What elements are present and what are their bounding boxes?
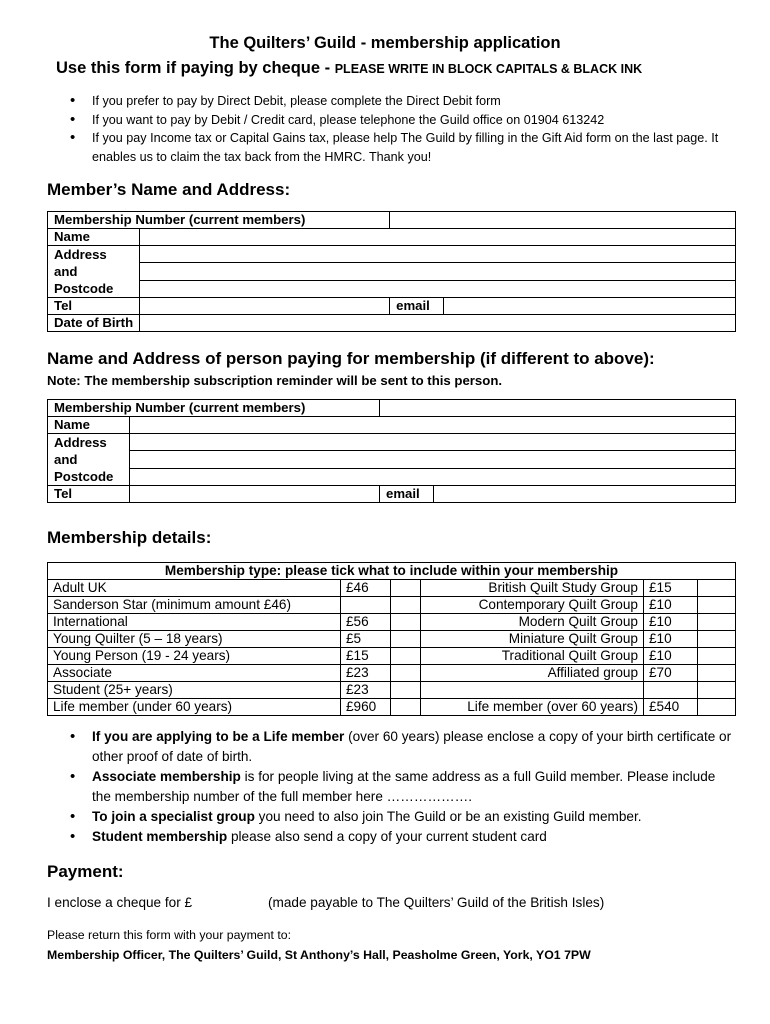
payer-note: Note: The membership subscription reminder will be sent to this person. [47, 373, 503, 388]
specialist-group-label: Traditional Quilt Group [421, 648, 644, 665]
note-life-member [68, 727, 738, 767]
membership-row [48, 597, 736, 614]
membership-price [341, 597, 391, 614]
intro-bullet: • If you pay Income tax or Capital Gains tax, please help The Guild by filling in the Gift Aid form on the last page. It enables us to claim the tax back from the HMRC. Thank you! [68, 129, 728, 166]
payer-address-line-1-field[interactable] [130, 434, 736, 451]
membership-tick-box[interactable] [391, 648, 421, 665]
specialist-group-label: Affiliated group [421, 665, 644, 682]
note-text: (over 60 years) please enclose a copy of your birth certificate or other proof of date of birth. [92, 729, 732, 764]
membership-row [48, 580, 736, 597]
payer-name-field[interactable] [130, 417, 736, 434]
specialist-group-tick-box[interactable] [698, 597, 736, 614]
subtitle-main: Use this form if paying by cheque - [56, 59, 335, 77]
specialist-group-price: £10 [644, 597, 698, 614]
payer-email-label: email [380, 486, 434, 503]
membership-tick-box[interactable] [391, 580, 421, 597]
membership-price: £960 [341, 699, 391, 716]
membership-price: £5 [341, 631, 391, 648]
specialist-group-label: British Quilt Study Group [421, 580, 644, 597]
membership-type-label: Life member (under 60 years) [48, 699, 341, 716]
membership-number-label: Membership Number (current members) [48, 212, 390, 229]
address-line-2-field[interactable] [140, 263, 736, 280]
name-label: Name [48, 229, 140, 246]
address-label [48, 246, 140, 298]
specialist-group-price: £540 [644, 699, 698, 716]
return-address: Membership Officer, The Quilters’ Guild, St Anthony’s Hall, Peasholme Green, York, YO1 7PW [47, 948, 591, 962]
membership-price: £56 [341, 614, 391, 631]
membership-row [48, 682, 736, 699]
membership-type-label: Associate [48, 665, 341, 682]
membership-type-table [47, 562, 736, 716]
payer-address-line-3-field[interactable] [130, 468, 736, 485]
membership-tick-box[interactable] [391, 631, 421, 648]
subtitle-caps: PLEASE WRITE IN BLOCK CAPITALS & BLACK INK [334, 62, 643, 76]
specialist-group-label: Life member (over 60 years) [421, 699, 644, 716]
address-line-3-field[interactable] [140, 280, 736, 297]
membership-row [48, 614, 736, 631]
membership-type-label: Sanderson Star (minimum amount £46) [48, 597, 341, 614]
membership-type-label: Young Person (19 - 24 years) [48, 648, 341, 665]
intro-bullet: • If you want to pay by Debit / Credit card, please telephone the Guild office on 01904 613242 [68, 111, 728, 130]
intro-bullet: • If you prefer to pay by Direct Debit, please complete the Direct Debit form [68, 92, 728, 111]
note-bold: Student membership [92, 829, 228, 844]
membership-type-label: Young Quilter (5 – 18 years) [48, 631, 341, 648]
payer-membership-number-field[interactable] [380, 400, 736, 417]
specialist-group-label [421, 682, 644, 699]
membership-table-header: Membership type: please tick what to include within your membership [48, 563, 736, 580]
member-details-table [47, 211, 736, 332]
specialist-group-tick-box[interactable] [698, 665, 736, 682]
membership-details-heading: Membership details: [47, 528, 212, 547]
specialist-group-label: Modern Quilt Group [421, 614, 644, 631]
membership-type-label: Student (25+ years) [48, 682, 341, 699]
payer-membership-number-label: Membership Number (current members) [48, 400, 380, 417]
specialist-group-price: £10 [644, 614, 698, 631]
membership-tick-box[interactable] [391, 614, 421, 631]
note-text: please also send a copy of your current student card [227, 829, 547, 844]
address-word: Address [54, 247, 107, 262]
note-text: is for people living at the same address as a full Guild member. Please include the membership number of the full member here ………………. [92, 769, 716, 804]
member-section-heading: Member’s Name and Address: [47, 180, 291, 199]
specialist-group-price: £10 [644, 631, 698, 648]
specialist-group-tick-box[interactable] [698, 614, 736, 631]
membership-row [48, 631, 736, 648]
cheque-amount-field[interactable] [205, 892, 261, 912]
cheque-label: I enclose a cheque for £ [47, 895, 193, 910]
tel-label: Tel [48, 298, 140, 315]
payer-address-word: Address [54, 435, 107, 450]
specialist-group-label: Miniature Quilt Group [421, 631, 644, 648]
payer-and-word: and [54, 452, 78, 467]
payment-heading: Payment: [47, 862, 124, 881]
specialist-group-label: Contemporary Quilt Group [421, 597, 644, 614]
membership-price: £46 [341, 580, 391, 597]
specialist-group-tick-box[interactable] [698, 699, 736, 716]
postcode-word: Postcode [54, 281, 114, 296]
membership-price: £23 [341, 665, 391, 682]
form-title: The Quilters’ Guild - membership application [209, 34, 561, 52]
membership-row [48, 665, 736, 682]
form-subtitle [56, 59, 642, 78]
tel-field[interactable] [140, 298, 390, 315]
membership-row [48, 699, 736, 716]
membership-row [48, 648, 736, 665]
specialist-group-tick-box[interactable] [698, 580, 736, 597]
email-label: email [390, 298, 444, 315]
payer-details-table [47, 399, 736, 503]
note-text: you need to also join The Guild or be an existing Guild member. [254, 809, 642, 824]
intro-bullet-list [68, 92, 728, 166]
membership-number-field[interactable] [390, 212, 736, 229]
membership-type-label: Adult UK [48, 580, 341, 597]
payer-section-heading: Name and Address of person paying for membership (if different to above): [47, 349, 655, 368]
specialist-group-price [644, 682, 698, 699]
payer-name-label: Name [48, 417, 130, 434]
note-student [68, 827, 738, 847]
payer-postcode-word: Postcode [54, 469, 114, 484]
payer-address-line-2-field[interactable] [130, 451, 736, 468]
payer-address-label [48, 434, 130, 486]
return-instruction: Please return this form with your payment to: [47, 928, 291, 942]
dob-label: Date of Birth [48, 315, 140, 332]
membership-type-label: International [48, 614, 341, 631]
membership-tick-box[interactable] [391, 699, 421, 716]
payer-email-field[interactable] [434, 486, 736, 503]
payer-tel-label: Tel [48, 486, 130, 503]
email-field[interactable] [444, 298, 736, 315]
membership-price: £23 [341, 682, 391, 699]
membership-notes-list [68, 727, 738, 847]
dob-field[interactable] [140, 315, 736, 332]
note-bold: If you are applying to be a Life member [92, 729, 345, 744]
name-field[interactable] [140, 229, 736, 246]
membership-tick-box[interactable] [391, 665, 421, 682]
note-bold: Associate membership [92, 769, 241, 784]
specialist-group-tick-box[interactable] [698, 682, 736, 699]
membership-tick-box[interactable] [391, 682, 421, 699]
note-specialist-group [68, 807, 738, 827]
specialist-group-price: £10 [644, 648, 698, 665]
note-associate [68, 767, 738, 807]
membership-tick-box[interactable] [391, 597, 421, 614]
address-line-1-field[interactable] [140, 246, 736, 263]
payer-tel-field[interactable] [130, 486, 380, 503]
specialist-group-price: £15 [644, 580, 698, 597]
specialist-group-tick-box[interactable] [698, 631, 736, 648]
and-word: and [54, 264, 78, 279]
membership-price: £15 [341, 648, 391, 665]
specialist-group-tick-box[interactable] [698, 648, 736, 665]
note-bold: To join a specialist group [92, 809, 255, 824]
payable-to-text: (made payable to The Quilters’ Guild of the British Isles) [268, 895, 605, 910]
specialist-group-price: £70 [644, 665, 698, 682]
